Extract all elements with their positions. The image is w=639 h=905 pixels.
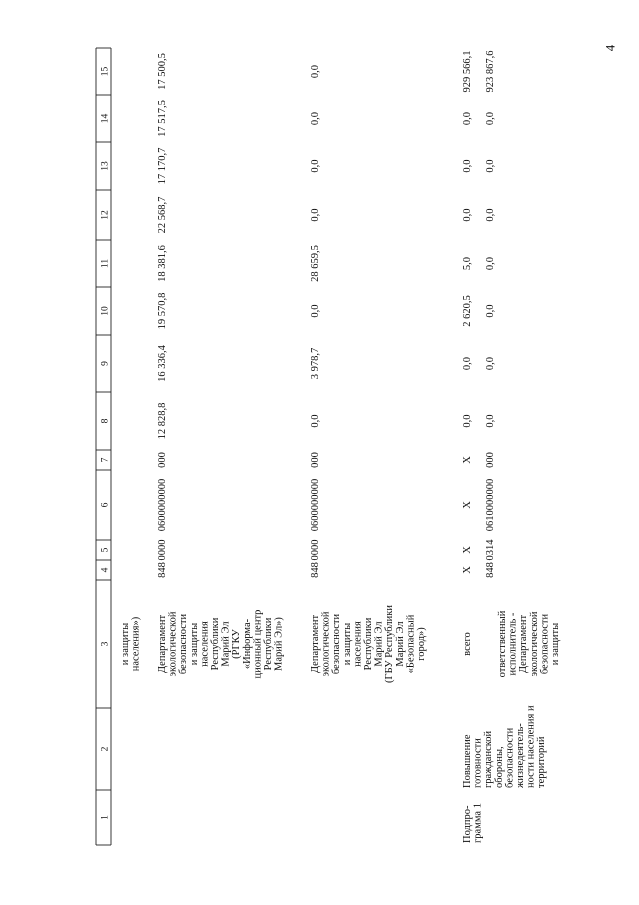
value-col8: 12 828,8 (157, 402, 168, 440)
code-col5: X (462, 546, 473, 554)
column-number-header: 11 (100, 258, 111, 269)
responsible-col3: и защиты (550, 622, 561, 666)
responsible-col3: Республики (363, 617, 374, 671)
responsible-col3: Марий Эл (394, 621, 406, 667)
responsible-col3: экологической (167, 611, 179, 677)
column-number-header: 3 (100, 641, 111, 647)
value-col13: 0,0 (310, 159, 321, 173)
code-col6: 0600000000 (310, 478, 321, 532)
row-name-col2: безопасности (504, 727, 516, 788)
code-col5: 0000 (310, 539, 321, 561)
row-name-col2: Повышение (462, 734, 473, 788)
responsible-col3: ционный центр (252, 609, 264, 679)
responsible-col3: «Безопасный (405, 614, 417, 674)
column-number-header: 13 (100, 161, 111, 171)
value-col14: 0,0 (310, 111, 321, 126)
code-col7: X (462, 456, 473, 464)
column-number-header: 12 (100, 210, 111, 220)
responsible-col3: экологической (320, 611, 332, 677)
value-col12: 0,0 (485, 208, 496, 222)
responsible-col3: ответственный (497, 610, 508, 678)
responsible-col3: населения (199, 621, 211, 667)
responsible-col3: Департамент (518, 614, 530, 674)
value-col15: 929 566,1 (462, 50, 473, 93)
value-col13: 17 170,7 (157, 147, 168, 185)
code-col4: X (462, 566, 473, 574)
responsible-col3: безопасности (178, 613, 190, 675)
column-number-header: 9 (100, 361, 111, 366)
responsible-col3: город») (416, 627, 427, 661)
code-col6: X (462, 501, 473, 509)
column-number-header: 5 (100, 547, 111, 553)
value-col13: 0,0 (462, 159, 473, 173)
column-number-header: 6 (100, 502, 111, 508)
row-name-col2: территорий (536, 736, 548, 788)
responsible-col3: экологической (528, 611, 540, 677)
value-col10: 0,0 (485, 304, 496, 318)
value-col12: 22 568,7 (157, 196, 168, 234)
value-col8: 0,0 (462, 414, 473, 428)
responsible-col3: населения») (130, 616, 142, 672)
responsible-col3: населения (352, 621, 364, 667)
column-number-header: 7 (100, 457, 111, 463)
value-col9: 0,0 (462, 356, 473, 371)
row-name-col2: гражданской (483, 730, 495, 788)
row-name-col2: жизнедеятель- (515, 723, 526, 788)
responsible-col3: (РГКУ (231, 629, 243, 659)
value-col11: 18 381,6 (157, 245, 168, 282)
code-col4: 848 (157, 562, 168, 578)
value-col15: 17 500,5 (157, 53, 168, 90)
table-cells (101, 51, 562, 844)
value-col9: 0,0 (485, 356, 496, 371)
responsible-col3: (ГБУ Республики (384, 605, 396, 683)
value-col11: 28 659,5 (310, 245, 321, 282)
responsible-col3: Республики (263, 617, 274, 671)
value-col10: 19 570,8 (157, 292, 168, 330)
responsible-col3: всего (462, 632, 473, 656)
column-number-header: 14 (100, 113, 111, 124)
responsible-col3: Департамент (310, 614, 321, 674)
code-col5: 0000 (157, 539, 168, 561)
column-number-header: 1 (100, 815, 111, 820)
code-col7: 000 (157, 452, 168, 468)
code-col6: 0600000000 (157, 478, 168, 532)
responsible-col3: и защиты (188, 622, 200, 666)
code-col7: 000 (485, 452, 496, 468)
responsible-col3: и защиты (120, 622, 131, 666)
value-col15: 0,0 (310, 64, 321, 79)
column-number-header: 15 (100, 66, 111, 77)
responsible-col3: Марий Эл (373, 621, 385, 667)
row-label-col1: Подпро- (462, 805, 473, 843)
column-number-header: 4 (100, 567, 111, 573)
code-col5: 0314 (485, 539, 496, 561)
responsible-col3: Республики (210, 617, 221, 671)
code-col6: 0610000000 (485, 478, 496, 532)
value-col12: 0,0 (310, 208, 321, 222)
code-col4: 848 (485, 562, 496, 578)
code-col4: 848 (310, 562, 321, 578)
value-col13: 0,0 (485, 159, 496, 173)
code-col7: 000 (310, 452, 321, 468)
value-col14: 0,0 (485, 111, 496, 126)
responsible-col3: безопасности (539, 613, 551, 675)
value-col14: 0,0 (462, 111, 473, 126)
value-col11: 5,0 (462, 256, 473, 271)
value-col10: 0,0 (310, 304, 321, 318)
responsible-col3: Департамент (157, 614, 168, 674)
responsible-col3: Марий Эл») (273, 617, 285, 671)
value-col14: 17 517,5 (157, 100, 168, 137)
responsible-col3: исполнитель - (507, 612, 519, 676)
row-name-col2: обороны, (493, 746, 505, 788)
page-number: 4 (602, 44, 618, 52)
responsible-col3: безопасности (331, 613, 343, 675)
value-col12: 0,0 (462, 208, 473, 222)
row-name-col2: готовности (472, 738, 484, 788)
value-col11: 0,0 (485, 256, 496, 271)
value-col10: 2 620,5 (462, 295, 473, 327)
row-label-col1: грамма 1 (472, 803, 484, 843)
value-col9: 16 336,4 (157, 345, 168, 382)
value-col15: 923 867,6 (485, 50, 496, 93)
column-number-header: 2 (100, 746, 111, 752)
column-number-header: 8 (100, 418, 111, 424)
responsible-col3: Марий Эл (220, 621, 232, 667)
responsible-col3: «Информа- (241, 618, 253, 670)
value-col9: 3 978,7 (310, 347, 321, 380)
responsible-col3: и защиты (341, 622, 353, 666)
value-col8: 0,0 (485, 414, 496, 428)
column-number-header: 10 (100, 306, 111, 316)
row-name-col2: ности населения и (525, 705, 537, 788)
value-col8: 0,0 (310, 414, 321, 428)
